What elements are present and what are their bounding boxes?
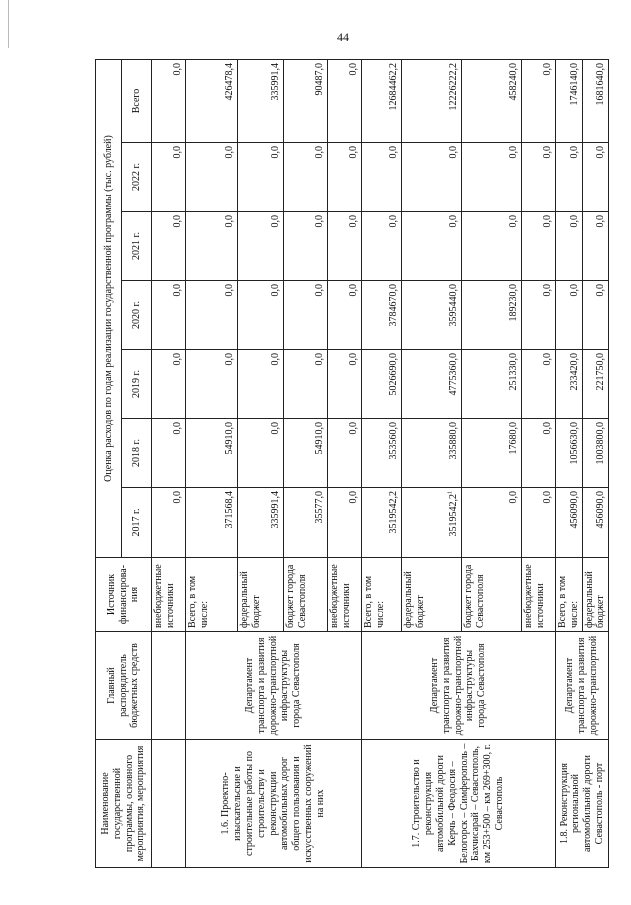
row-name: 1.6. Проектно-изыскательские и строительные работы по строительству и реконструкции автомобильных дорог общего пользования и искусственных сооружений на них [186,740,362,868]
row-value: 0,0 [152,143,186,212]
row-value: 35577,0 [284,488,328,558]
row-value: 189230,0 [462,281,522,350]
footnote-mark: 1 [447,491,454,494]
row-value: 3519542,2 [362,488,402,558]
row-value: 335880,0 [402,419,462,488]
row-value: 0,0 [328,281,362,350]
row-value: 0,0 [186,281,238,350]
row-source: внебюджетные источники [152,558,186,632]
row-total: 1681640,0 [582,59,609,142]
row-org: Департамент транспорта и развития дорожно-транспортной [556,632,609,740]
row-value: 0,0 [238,281,284,350]
row-value: 0,0 [328,488,362,558]
page-number: 44 [337,30,349,44]
row-source: федеральный бюджет [238,558,284,632]
row-name [152,740,186,868]
row-value: 353560,0 [362,419,402,488]
row-source: внебюджетные источники [328,558,362,632]
row-total: 12226222,2 [402,59,462,142]
row-value: 0,0 [186,143,238,212]
header-year: 2022 г. [122,143,152,212]
row-value-text: 3519542,2 [448,494,460,537]
value-with-mark [448,491,459,537]
row-value: 0,0 [556,143,583,212]
row-value: 17680,0 [462,419,522,488]
header-org: Главный распорядитель бюджетных средств [96,632,152,740]
table-body [152,59,609,867]
table-row [556,59,583,867]
row-value: 0,0 [462,212,522,281]
row-value: 371568,4 [186,488,238,558]
header-year: 2018 г. [122,419,152,488]
row-total: 0,0 [522,59,556,142]
row-value: 54910,0 [186,419,238,488]
row-value: 0,0 [556,212,583,281]
row-total: 12684462,2 [362,59,402,142]
header-year: 2017 г. [122,488,152,558]
row-value: 0,0 [362,143,402,212]
row-source: Всего, в том числе: [362,558,402,632]
row-value: 0,0 [328,419,362,488]
row-value: 456090,0 [582,488,609,558]
header-year: 2019 г. [122,350,152,419]
row-value: 0,0 [522,488,556,558]
row-total: 426478,4 [186,59,238,142]
row-total: 335991,4 [238,59,284,142]
row-value: 0,0 [582,143,609,212]
row-value: 0,0 [462,143,522,212]
row-org: Департамент транспорта и развития дорожно-транспортной инфраструктуры города Севастополя [362,632,556,740]
row-value: 0,0 [238,212,284,281]
row-value: 0,0 [462,488,522,558]
row-source: федеральный бюджет [402,558,462,632]
row-value: 251330,0 [462,350,522,419]
row-value: 0,0 [152,212,186,281]
row-value: 0,0 [238,419,284,488]
row-value: 0,0 [522,419,556,488]
row-value: 0,0 [402,143,462,212]
table-row [362,59,402,867]
row-value: 3595440,0 [402,281,462,350]
row-value: 0,0 [328,143,362,212]
header-source: Источник финансирова-ния [96,558,152,632]
budget-table [95,59,609,868]
row-source: Всего, в том числе: [186,558,238,632]
row-source: бюджет города Севастополя [462,558,522,632]
row-org [152,632,186,740]
row-total: 0,0 [152,59,186,142]
row-total: 0,0 [328,59,362,142]
row-value: 1003800,0 [582,419,609,488]
row-value: 3784670,0 [362,281,402,350]
row-value: 0,0 [402,212,462,281]
header-total: Всего [122,59,152,142]
row-value: 0,0 [284,350,328,419]
row-total: 1746140,0 [556,59,583,142]
row-value: 221750,0 [582,350,609,419]
row-value: 456090,0 [556,488,583,558]
row-value: 0,0 [284,281,328,350]
header-year: 2020 г. [122,281,152,350]
header-estimate: Оценка расходов по годам реализации государственной программы (тыс. рублей) [96,59,122,557]
row-value: 0,0 [152,419,186,488]
row-value: 54910,0 [284,419,328,488]
row-source: федеральный бюджет [582,558,609,632]
row-total: 458240,0 [462,59,522,142]
header-row-1 [96,59,122,867]
row-value: 335991,4 [238,488,284,558]
row-value: 0,0 [152,281,186,350]
row-value: 0,0 [328,212,362,281]
row-value: 0,0 [152,350,186,419]
row-value: 5026690,0 [362,350,402,419]
row-total: 90487,0 [284,59,328,142]
row-value: 0,0 [522,143,556,212]
row-source: Всего, в том числе: [556,558,583,632]
row-value: 0,0 [186,350,238,419]
row-value: 4775360,0 [402,350,462,419]
row-value: 0,0 [328,350,362,419]
row-source: бюджет города Севастополя [284,558,328,632]
table-row [152,59,186,867]
row-source: внебюджетные источники [522,558,556,632]
header-year: 2021 г. [122,212,152,281]
table-row [186,59,238,867]
rotated-table-area [95,60,607,868]
row-org: Департамент транспорта и развития дорожно-транспортной инфраструктуры города Севастополя [186,632,362,740]
row-name: 1.7. Строительство и реконструкция автомобильной дороги Керчь – Феодосия – Белогорск – Симферополь – Бахчисарай – Севастополь, км 253+500 – км 269+300, г. Севастополь [362,740,556,868]
row-value: 0,0 [522,281,556,350]
row-value [402,488,462,558]
row-value: 0,0 [186,212,238,281]
row-name: 1.8. Реконструкция региональной автомобильной дороги Севастополь - порт [556,740,609,868]
row-value: 0,0 [284,212,328,281]
row-value: 1056630,0 [556,419,583,488]
row-value: 0,0 [238,143,284,212]
header-name: Наименование государственной программы, основного мероприятия, мероприятия [96,740,152,868]
row-value: 0,0 [522,212,556,281]
rotated-content [95,60,607,868]
row-value: 0,0 [582,212,609,281]
scan-margin-mark [0,0,9,48]
row-value: 0,0 [522,350,556,419]
row-value: 0,0 [238,350,284,419]
row-value: 0,0 [556,281,583,350]
row-value: 0,0 [582,281,609,350]
row-value: 0,0 [284,143,328,212]
row-value: 233420,0 [556,350,583,419]
row-value: 0,0 [152,488,186,558]
row-value: 0,0 [362,212,402,281]
